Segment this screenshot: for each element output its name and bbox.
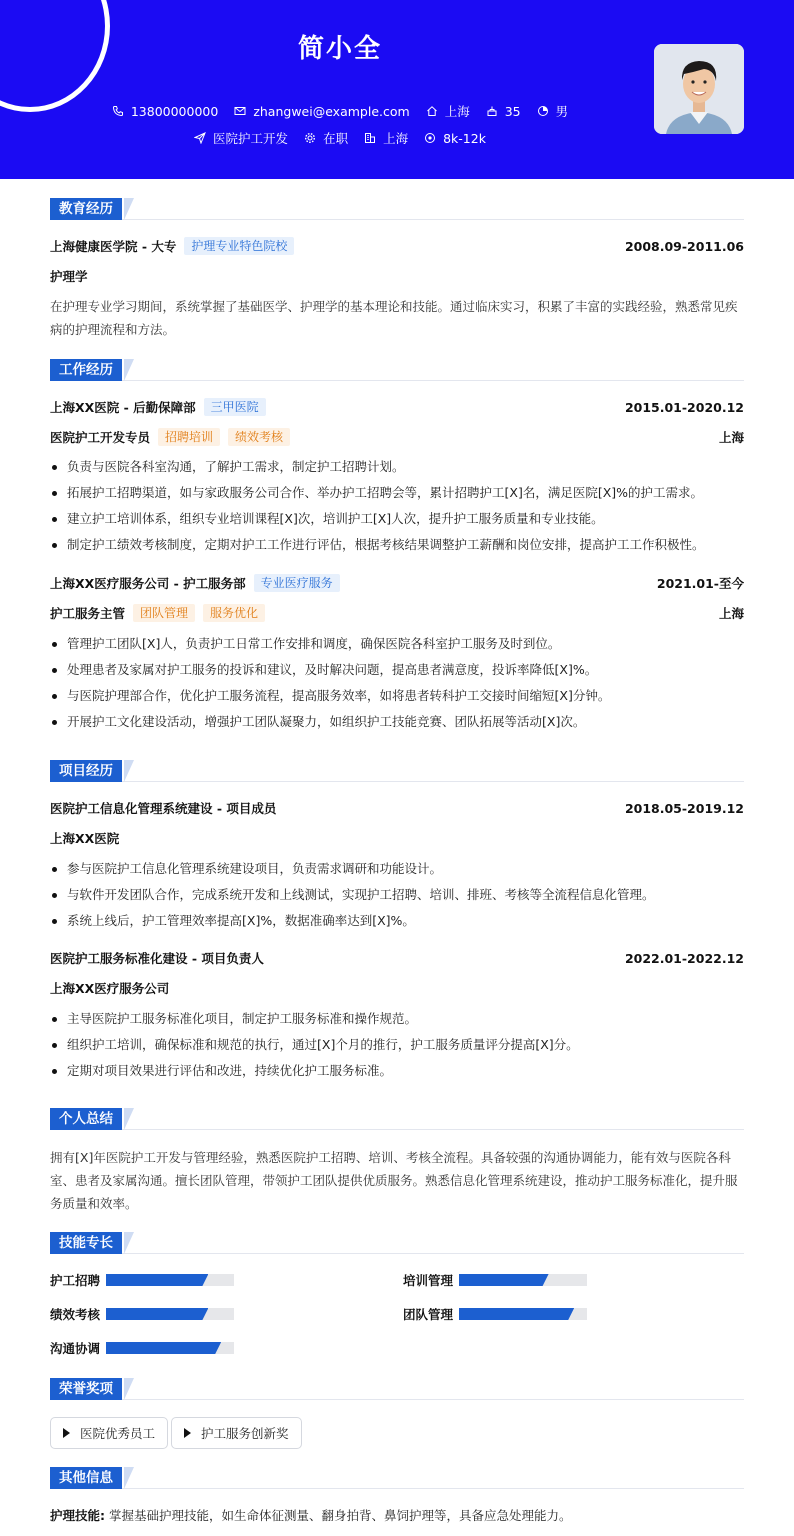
education-section [50, 198, 744, 337]
list-item: 处理患者及家属对护工服务的投诉和建议，及时解决问题，提高患者满意度，投诉率降低[X]%。 [50, 657, 744, 683]
skill-bar-fill [459, 1274, 549, 1286]
school-name: 上海健康医学院 - 大专 [50, 239, 177, 254]
skill-bar-fill [106, 1342, 221, 1354]
other-title [50, 1467, 744, 1489]
list-item: 制定护工绩效考核制度，定期对护工工作进行评估，根据考核结果调整护工薪酬和岗位安排，提高护工工作积极性。 [50, 532, 744, 558]
skills-section [50, 1232, 744, 1356]
age-item [486, 104, 521, 119]
work-date: 2021.01-至今 [656, 576, 744, 591]
list-item: 拓展护工招聘渠道，如与家政服务公司合作、举办护工招聘会等，累计招聘护工[X]名，满足医院[X]%的护工需求。 [50, 480, 744, 506]
work-company-row [50, 397, 744, 417]
skills-title [50, 1232, 744, 1254]
skill-bar [106, 1274, 234, 1286]
projects-title [50, 760, 744, 782]
skill-bar [459, 1308, 587, 1320]
project-date: 2022.01-2022.12 [624, 950, 744, 966]
list-item: 负责与医院各科室沟通，了解护工需求，制定护工招聘计划。 [50, 454, 744, 480]
position-tag: 团队管理 [133, 604, 195, 622]
awards-title [50, 1378, 744, 1400]
phone-item [112, 104, 218, 119]
projects-section [50, 760, 744, 1078]
company-name: 上海XX医疗服务公司 - 护工服务部 [50, 576, 246, 591]
summary-section [50, 1108, 744, 1211]
list-item: 建立护工培训体系，组织专业培训课程[X]次，培训护工[X]人次，提升护工服务质量和专业技能。 [50, 506, 744, 532]
skill-item [403, 1305, 587, 1323]
list-item: 组织护工培训，确保标准和规范的执行，通过[X]个月的推行，护工服务质量评分提高[X]分。 [50, 1032, 744, 1058]
target-city-item [364, 129, 408, 147]
city-text: 上海 [444, 104, 470, 119]
work-section [50, 359, 744, 729]
title-decoration [124, 359, 134, 381]
other-title-label: 其他信息 [50, 1467, 122, 1489]
award-badge [50, 1417, 168, 1449]
project-org: 上海XX医院 [50, 831, 120, 846]
summary-title-label: 个人总结 [50, 1108, 122, 1130]
projects-title-label: 项目经历 [50, 760, 122, 782]
other-label: 护理技能: [50, 1508, 105, 1523]
skill-bar [106, 1342, 234, 1354]
skill-bar-fill [459, 1308, 574, 1320]
building-icon [364, 132, 376, 144]
education-title-label: 教育经历 [50, 198, 122, 220]
company-tag: 三甲医院 [204, 398, 266, 416]
title-decoration [124, 198, 134, 220]
city-item [426, 102, 470, 120]
project-org-row [50, 978, 744, 998]
education-description: 在护理专业学习期间，系统掌握了基础医学、护理学的基本理论和技能。通过临床实习，积累了丰富的实践经验，熟悉常见疾病的护理流程和方法。 [50, 299, 738, 337]
salary-item [424, 131, 486, 146]
cake-icon [486, 105, 498, 117]
school-tag: 护理专业特色院校 [184, 237, 294, 255]
award-label: 医院优秀员工 [80, 1426, 156, 1441]
company-tag: 专业医疗服务 [254, 574, 340, 592]
position-tag: 招聘培训 [158, 428, 220, 446]
mail-icon [234, 105, 246, 117]
work-company-row [50, 573, 744, 593]
status-item [304, 129, 348, 147]
work-bullets [50, 454, 744, 558]
awards-title-label: 荣誉奖项 [50, 1378, 122, 1400]
position-tag: 服务优化 [203, 604, 265, 622]
project-name: 医院护工服务标准化建设 - 项目负责人 [50, 951, 264, 966]
project-name: 医院护工信息化管理系统建设 - 项目成员 [50, 801, 277, 816]
education-date: 2008.09-2011.06 [624, 238, 744, 254]
work-location: 上海 [718, 430, 744, 445]
work-title [50, 359, 744, 381]
title-decoration [124, 1378, 134, 1400]
work-location: 上海 [718, 606, 744, 621]
list-item: 主导医院护工服务标准化项目，制定护工服务标准和操作规范。 [50, 1006, 744, 1032]
position-name: 护工服务主管 [50, 606, 126, 621]
gear-icon [304, 132, 316, 144]
skill-name: 团队管理 [403, 1307, 454, 1322]
work-bullets [50, 631, 744, 735]
work-date: 2015.01-2020.12 [624, 399, 744, 415]
phone-text: 13800000000 [130, 103, 219, 119]
project-row [50, 948, 744, 968]
award-badge [171, 1417, 302, 1449]
skill-bar [459, 1274, 587, 1286]
other-text: 掌握基础护理技能，如生命体征测量、翻身拍背、鼻饲护理等，具备应急处理能力。 [108, 1508, 572, 1523]
title-decoration [124, 1108, 134, 1130]
contact-row [0, 102, 680, 120]
status-text: 在职 [323, 131, 349, 146]
candidate-name: 简小全 [297, 34, 382, 64]
skill-name: 培训管理 [403, 1273, 454, 1288]
project-row [50, 798, 744, 818]
major-name: 护理学 [50, 269, 88, 284]
title-decoration [124, 760, 134, 782]
skills-title-label: 技能专长 [50, 1232, 122, 1254]
company-name: 上海XX医院 - 后勤保障部 [50, 400, 196, 415]
title-decoration [124, 1467, 134, 1489]
age-text: 35 [504, 103, 521, 119]
salary-text: 8k-12k [443, 130, 486, 146]
project-bullets [50, 1006, 744, 1084]
skill-bar-fill [106, 1274, 208, 1286]
triangle-icon [184, 1428, 191, 1438]
triangle-icon [63, 1428, 70, 1438]
list-item: 系统上线后，护工管理效率提高[X]%，数据准确率达到[X]%。 [50, 908, 744, 934]
list-item: 与软件开发团队合作，完成系统开发和上线测试，实现护工招聘、培训、排班、考核等全流程信息化管理。 [50, 882, 744, 908]
gender-text: 男 [555, 104, 569, 119]
skill-bar [106, 1308, 234, 1320]
work-position-row [50, 603, 744, 623]
list-item: 开展护工文化建设活动，增强护工团队凝聚力，如组织护工技能竞赛、团队拓展等活动[X]次。 [50, 709, 744, 735]
project-org-row [50, 828, 744, 848]
summary-text: 拥有[X]年医院护工开发与管理经验，熟悉医院护工招聘、培训、考核全流程。具备较强的沟通协调能力，能有效与医院各科室、患者及家属沟通。擅长团队管理，带领护工团队提供优质服务。熟悉信息化管理系统建设，推动护工服务标准化，提升服务质量和效率。 [50, 1150, 738, 1211]
list-item: 参与医院护工信息化管理系统建设项目，负责需求调研和功能设计。 [50, 856, 744, 882]
send-icon [194, 132, 206, 144]
education-row [50, 236, 744, 256]
list-item: 定期对项目效果进行评估和改进，持续优化护工服务标准。 [50, 1058, 744, 1084]
resume-header [0, 0, 794, 179]
project-bullets [50, 856, 744, 934]
skill-item [50, 1305, 234, 1323]
target-job-text: 医院护工开发 [213, 131, 289, 146]
project-date: 2018.05-2019.12 [624, 800, 744, 816]
phone-icon [112, 105, 124, 117]
position-name: 医院护工开发专员 [50, 430, 151, 445]
target-job-item [194, 129, 288, 147]
skill-name: 绩效考核 [50, 1307, 101, 1322]
gender-item [537, 102, 569, 120]
work-title-label: 工作经历 [50, 359, 122, 381]
awards-section [50, 1378, 744, 1441]
other-info [50, 1506, 744, 1526]
skill-name: 护工招聘 [50, 1273, 101, 1288]
job-intent-row [0, 129, 680, 147]
skill-item [50, 1271, 234, 1289]
major-row [50, 266, 744, 286]
profile-photo [654, 44, 744, 134]
skill-item [50, 1339, 234, 1357]
email-text: zhangwei@example.com [253, 103, 410, 119]
list-item: 管理护工团队[X]人，负责护工日常工作安排和调度，确保医院各科室护工服务及时到位。 [50, 631, 744, 657]
award-label: 护工服务创新奖 [201, 1426, 289, 1441]
project-org: 上海XX医疗服务公司 [50, 981, 170, 996]
summary-title [50, 1108, 744, 1130]
title-decoration [124, 1232, 134, 1254]
education-title [50, 198, 744, 220]
gender-icon [537, 105, 549, 117]
target-city-text: 上海 [383, 131, 409, 146]
position-tag: 绩效考核 [228, 428, 290, 446]
coin-icon [424, 132, 436, 144]
email-item [234, 104, 409, 119]
award-list [50, 1417, 744, 1449]
other-section [50, 1467, 744, 1523]
work-position-row [50, 427, 744, 447]
home-icon [426, 105, 438, 117]
skill-item [403, 1271, 587, 1289]
skill-bar-fill [106, 1308, 208, 1320]
skill-name: 沟通协调 [50, 1341, 101, 1356]
list-item: 与医院护理部合作，优化护工服务流程，提高服务效率，如将患者转科护工交接时间缩短[X]分钟。 [50, 683, 744, 709]
